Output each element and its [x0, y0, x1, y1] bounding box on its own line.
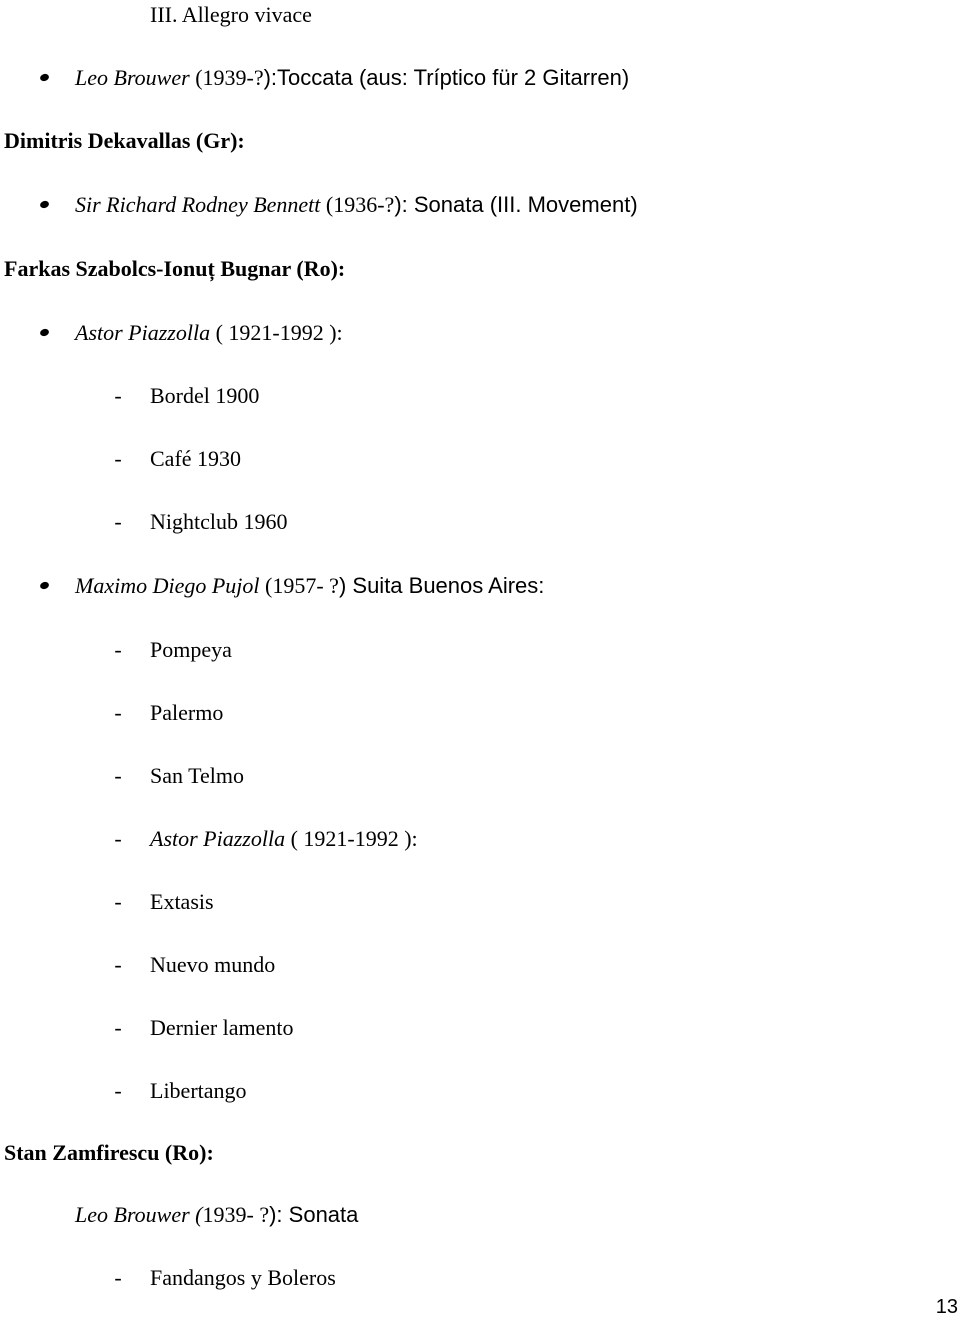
- bullet-icon: [39, 581, 50, 591]
- composer-dates: (1936-?: [320, 192, 395, 217]
- movement-item: Pompeya: [150, 637, 232, 662]
- piece-line: [75, 192, 638, 218]
- dash-marker: -: [114, 383, 122, 408]
- composer-dates: 1939- ?: [202, 1202, 270, 1227]
- composer-name: Sir Richard Rodney Bennett: [75, 192, 321, 217]
- piece-title: ) Suita Buenos Aires:: [338, 573, 545, 598]
- composer-name: Leo Brouwer (: [75, 1202, 203, 1227]
- performer-heading: Dimitris Dekavallas (Gr):: [4, 128, 245, 153]
- movement-item: Nuevo mundo: [150, 952, 276, 977]
- dash-marker: -: [114, 637, 122, 662]
- dash-marker: -: [114, 826, 122, 851]
- movement-item: Libertango: [150, 1078, 247, 1103]
- composer-name: Astor Piazzolla: [150, 826, 286, 851]
- bullet-icon: [39, 328, 50, 338]
- dash-marker: -: [114, 763, 122, 788]
- performer-heading: Stan Zamfirescu (Ro):: [4, 1140, 214, 1165]
- bullet-icon: [39, 200, 50, 210]
- movement-item: Dernier lamento: [150, 1015, 294, 1040]
- dash-marker: -: [114, 509, 122, 534]
- piece-title: ):Toccata (aus: Tríptico für 2 Gitarren): [263, 65, 630, 90]
- composer-dates: (1957- ?: [259, 573, 339, 598]
- dash-marker: -: [114, 446, 122, 471]
- dash-marker: -: [114, 1078, 122, 1103]
- piece-title: ): Sonata (III. Movement): [394, 192, 638, 217]
- movement-item: Nightclub 1960: [150, 509, 288, 534]
- movement-item: Café 1930: [150, 446, 242, 471]
- movement-title: III. Allegro vivace: [150, 2, 312, 27]
- dash-marker: -: [114, 952, 122, 977]
- movement-item: Extasis: [150, 889, 214, 914]
- dash-marker: -: [114, 889, 122, 914]
- movement-item: San Telmo: [150, 763, 244, 788]
- piece-line: [75, 1202, 358, 1228]
- piece-title: ): Sonata: [269, 1202, 359, 1227]
- composer-name: Maximo Diego Pujol: [75, 573, 260, 598]
- composer-dates: ( 1921-1992 ):: [285, 826, 418, 851]
- movement-item: Fandangos y Boleros: [150, 1265, 336, 1290]
- bullet-icon: [39, 73, 50, 83]
- composer-dates: (1939-?: [189, 65, 264, 90]
- composer-dates: ( 1921-1992 ):: [210, 320, 343, 345]
- piece-line: [150, 826, 418, 852]
- page-number: 13: [935, 1296, 958, 1318]
- piece-line: [75, 65, 629, 91]
- movement-item: Bordel 1900: [150, 383, 260, 408]
- performer-heading: Farkas Szabolcs-Ionuț Bugnar (Ro):: [4, 256, 346, 281]
- dash-marker: -: [114, 1015, 122, 1040]
- composer-name: Leo Brouwer: [75, 65, 190, 90]
- movement-item: Palermo: [150, 700, 224, 725]
- piece-line: [75, 320, 343, 346]
- dash-marker: -: [114, 700, 122, 725]
- composer-name: Astor Piazzolla: [75, 320, 211, 345]
- piece-line: [75, 573, 544, 599]
- dash-marker: -: [114, 1265, 122, 1290]
